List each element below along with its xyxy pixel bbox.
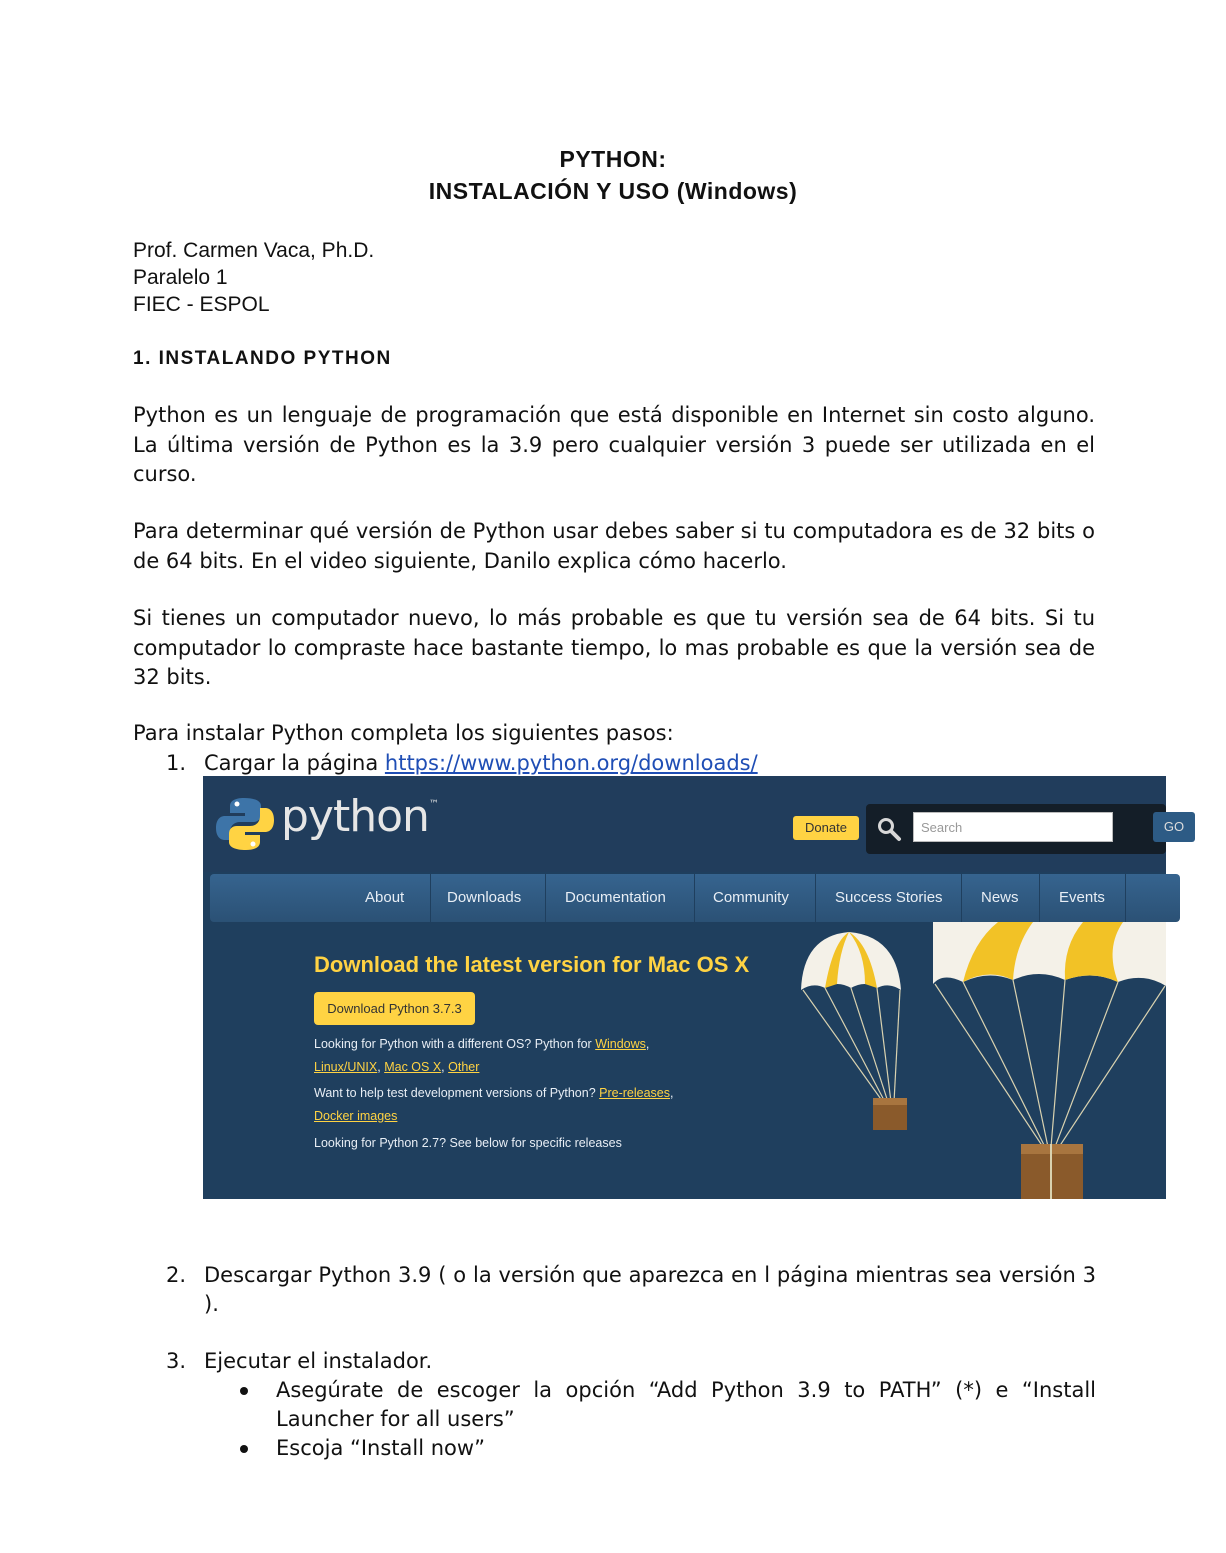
author-institution: FIEC - ESPOL [133, 293, 270, 316]
python-logo-icon [215, 794, 275, 854]
nav-events[interactable]: Events [1059, 889, 1105, 906]
nav-documentation[interactable]: Documentation [565, 889, 666, 906]
search-icon [876, 816, 902, 842]
go-button[interactable]: GO [1153, 812, 1195, 842]
link-prereleases[interactable]: Pre-releases [599, 1086, 670, 1100]
nav-community[interactable]: Community [713, 889, 789, 906]
link-linux[interactable]: Linux/UNIX [314, 1059, 378, 1074]
python-wordmark[interactable]: python™ [281, 791, 438, 842]
bullet-dot [240, 1387, 248, 1395]
step-text: Ejecutar el instalador. [204, 1349, 433, 1373]
bullet-install-now [240, 1434, 1096, 1463]
link-other[interactable]: Other [448, 1059, 480, 1074]
section-heading: 1. INSTALANDO PYTHON [133, 348, 392, 369]
nav-success-stories[interactable]: Success Stories [835, 889, 943, 906]
search-input[interactable]: Search [913, 812, 1113, 842]
site-header [203, 776, 1185, 872]
nav-news[interactable]: News [981, 889, 1019, 906]
bullet-text: Asegúrate de escoger la opción “Add Python 3.9 to PATH” (*) e “Install Launcher for all users” [276, 1378, 1096, 1431]
step-text: Descargar Python 3.9 ( o la versión que aparezca en l página mientras sea versión 3 ). [204, 1263, 1096, 1316]
nav-downloads[interactable]: Downloads [447, 889, 522, 906]
paragraph-intro: Python es un lenguaje de programación que está disponible en Internet sin costo alguno. La última versión de Python es la 3.9 pero cualquier versión 3 puede ser utilizada en el curso. [133, 403, 1095, 486]
paragraph-bits: Para determinar qué versión de Python usar debes saber si tu computadora es de 32 bits o de 64 bits. En el video siguiente, Danilo explica cómo hacerlo. [133, 519, 1095, 573]
step-1 [166, 749, 1096, 778]
main-nav [210, 874, 1180, 922]
step-number: 3. [166, 1349, 187, 1373]
step-number: 1. [166, 751, 187, 775]
python-org-screenshot [203, 776, 1185, 1199]
step-3 [166, 1347, 1096, 1376]
doc-title-line1: PYTHON: [559, 146, 667, 172]
link-docker[interactable]: Docker images [314, 1108, 398, 1123]
bullet-dot [240, 1445, 248, 1453]
download-python-button[interactable]: Download Python 3.7.3 [314, 992, 475, 1025]
link-macos[interactable]: Mac OS X [384, 1059, 442, 1074]
donate-button[interactable]: Donate [793, 816, 859, 840]
paragraph-probable: Si tienes un computador nuevo, lo más probable es que tu versión sea de 64 bits. Si tu computador lo compraste hace bastante tiempo, lo mas probable es que la versión sea de 32 bits. [133, 606, 1095, 689]
bullet-add-path [240, 1376, 1096, 1433]
search-bar [866, 804, 1185, 854]
link-windows[interactable]: Windows [595, 1037, 646, 1051]
author-name: Prof. Carmen Vaca, Ph.D. [133, 239, 375, 262]
hero-text-python27: Looking for Python 2.7? See below for specific releases [314, 1136, 622, 1150]
parachutes-illustration [793, 922, 1166, 1199]
step-number: 2. [166, 1263, 187, 1287]
bullet-text: Escoja “Install now” [276, 1436, 485, 1460]
doc-title-line2: INSTALACIÓN Y USO (Windows) [428, 178, 798, 204]
hero-text-os: Looking for Python with a different OS? Python for Windows, Linux/UNIX, Mac OS X, Other [314, 1037, 650, 1074]
hero-text-prerelease: Want to help test development versions of Python? Pre-releases, Docker images [314, 1086, 674, 1123]
step-text: Cargar la página [204, 751, 385, 775]
step-2 [166, 1261, 1096, 1318]
steps-intro: Para instalar Python completa los siguientes pasos: [133, 721, 674, 745]
author-section: Paralelo 1 [133, 266, 228, 289]
nav-about[interactable]: About [365, 889, 405, 906]
python-downloads-link[interactable]: https://www.python.org/downloads/ [384, 751, 758, 775]
hero-title: Download the latest version for Mac OS X [314, 952, 750, 977]
